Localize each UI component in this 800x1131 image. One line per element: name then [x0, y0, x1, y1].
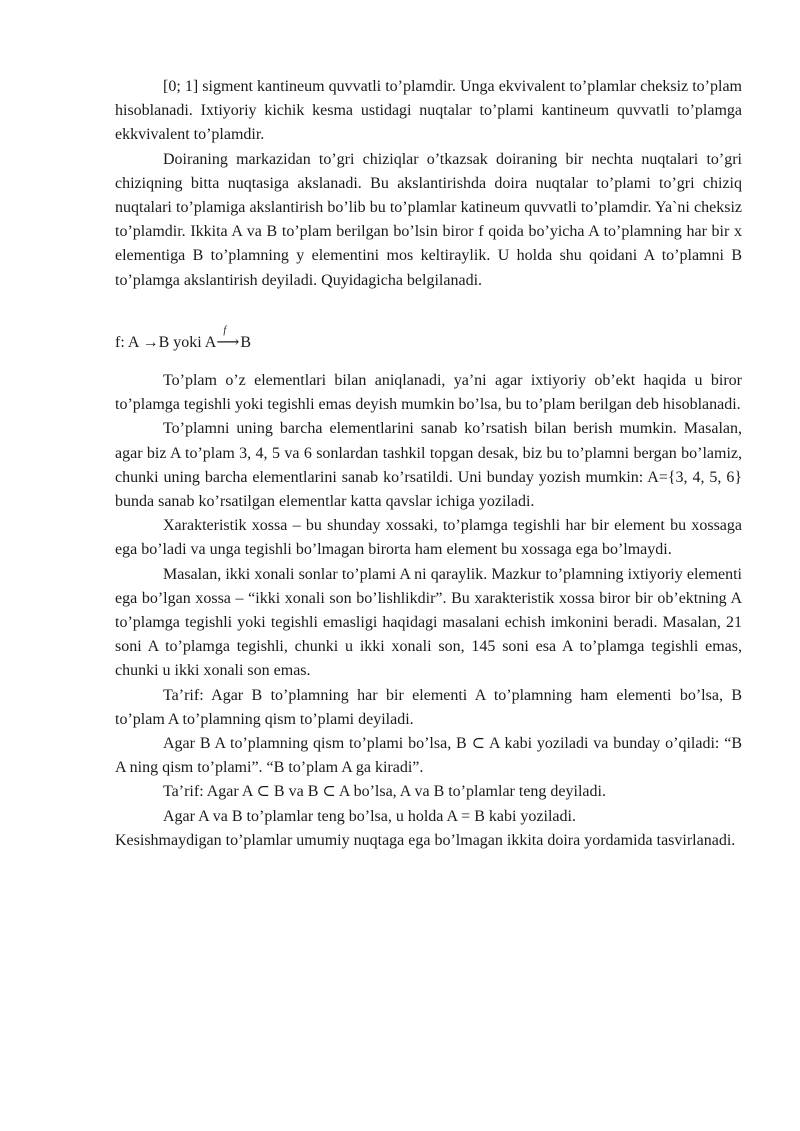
paragraph-continuum-segment: [0; 1] sigment kantineum quvvatli to’plamdir. Unga ekvivalent to’plamlar cheksiz to’plam hisoblanadi. Ixtiyoriy kichik kesma ustidagi nuqtalar to’plami kantineum quvvatli to’plamga ekkvivalent to’plamdir. — [115, 78, 742, 144]
paragraph-equal-sets-notation: Agar A va B to’plamlar teng bo’lsa, u holda A = B kabi yoziladi. — [163, 807, 576, 825]
paragraph-disjoint-sets: Kesishmaydigan to’plamlar umumiy nuqtaga ega bo’lmagan ikkita doira yordamida tasvirlanadi. — [115, 831, 736, 849]
paragraph-circle-mapping: Doiraning markazidan to’gri chiziqlar o’tkazsak doiraning bir nechta nuqtalari to’gri chiziqning bitta nuqtasiga akslanadi. Bu akslantirishda doira nuqtalar to’plami to’gri chiziq nuqtalari to’plamiga akslantirish bo’lib bu to’plamlar katineum quvvatli to’plamdir. Ya`ni cheksiz to’plamdir. Ikkita A va B to’plam berilgan bo’lsin biror f qoida bo’yicha A to’plamning har bir x elementiga B to’plamning y elementini mos keltiraylik. U holda shu qoidani A to’plamni B to’plamga akslantirish deyiladi. Quyidagicha belgilanadi. — [115, 150, 742, 289]
paragraph-characteristic-property: Xarakteristik xossa – bu shunday xossaki, to’plamga tegishli har bir element bu xossaga ega bo’ladi va unga tegishli bo’lmagan birorta ham element bu xossaga ega bo’lmaydi. — [115, 517, 742, 559]
mapping-arrow-glyph: ⟶ — [216, 334, 240, 351]
paragraph-two-digit-example: Masalan, ikki xonali sonlar to’plami A ni qaraylik. Mazkur to’plamning ixtiyoriy elementi ega bo’lgan xossa – “ikki xonali son bo’lishlikdir”. Bu xarakteristik xossa biror bir ob’ektning A to’plamga tegishli yoki tegishli emasligi haqidagi masalani echish imkonini beradi. Masalan, 21 soni A to’plamga tegishli, chunki u ikki xonali son, 145 soni esa A to’plamga tegishli emas, chunki u ikki xonali son emas. — [115, 565, 742, 680]
paragraph-listing-elements: To’plamni uning barcha elementlarini sanab ko’rsatish bilan berish mumkin. Masalan, agar biz A to’plam 3, 4, 5 va 6 sonlardan tashkil topgan desak, biz bu to’plamni bergan bo’lamiz, chunki uning barcha elementlarini sanab ko’rsatildi. Uni bunday yozish mumkin: A={3, 4, 5, 6} bunda sanab ko’rsatilgan elementlar katta qavslar ichiga yoziladi. — [115, 420, 742, 511]
paragraph-set-definition: To’plam o’z elementlari bilan aniqlanadi, ya’ni agar ixtiyoriy ob’ekt haqida u biror to’plamga tegishli yoki tegishli emas deyish mumkin bo’lsa, bu to’plam berilgan deb hisoblanadi. — [115, 372, 742, 414]
paragraph-equal-sets-definition: Ta’rif: Agar A ⊂ B va B ⊂ A bo’lsa, A va B to’plamlar teng deyiladi. — [163, 783, 606, 801]
paragraph-subset-definition: Ta’rif: Agar B to’plamning har bir elementi A to’plamning ham elementi bo’lsa, B to’plam A to’plamning qism to’plami deyiladi. — [115, 686, 742, 728]
text-block-top — [115, 75, 742, 293]
mapping-arrow — [216, 325, 240, 355]
mapping-notation-left: f: A →B yoki A — [115, 334, 217, 351]
mapping-notation — [115, 325, 252, 355]
paragraph-subset-notation: Agar B A to’plamning qism to’plami bo’lsa, B ⊂ A kabi yoziladi va bunday o’qiladi: “B A ning qism to’plami”. “B to’plam A ga kiradi”. — [115, 735, 742, 777]
mapping-arrow-label: f — [223, 325, 227, 336]
text-block-bottom — [115, 369, 742, 853]
mapping-notation-right: B — [236, 334, 252, 351]
